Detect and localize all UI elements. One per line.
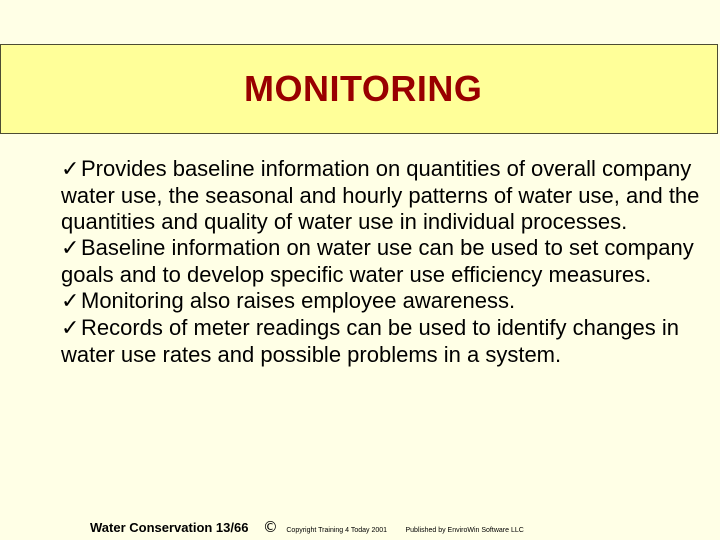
footer-course-page: Water Conservation 13/66 — [90, 520, 249, 535]
slide-title: MONITORING — [244, 68, 483, 109]
bullet-text: Records of meter readings can be used to identify changes in water use rates and possible problems in a system. — [61, 315, 680, 367]
checkmark-icon: ✓ — [61, 236, 80, 261]
bullet-item — [61, 235, 701, 288]
copyright-icon: © — [262, 518, 278, 536]
bullet-text: Provides baseline information on quantities of overall company water use, the seasonal and hourly patterns of water use, and the quantities and quality of water use in individual processes. — [61, 156, 700, 234]
footer-copyright: Copyright Training 4 Today 2001 — [286, 527, 388, 534]
bullet-item — [61, 315, 701, 368]
bullet-item — [61, 156, 701, 235]
slide-footer — [90, 518, 524, 536]
footer-publisher: Published by EnviroWin Software LLC — [405, 527, 524, 534]
checkmark-icon: ✓ — [61, 316, 80, 341]
title-banner — [0, 44, 718, 134]
bullet-list — [61, 156, 701, 368]
bullet-item — [61, 288, 701, 315]
checkmark-icon: ✓ — [61, 289, 80, 314]
bullet-text: Baseline information on water use can be used to set company goals and to develop specific water use efficiency measures. — [61, 235, 694, 287]
bullet-text: Monitoring also raises employee awareness. — [81, 288, 516, 313]
checkmark-icon: ✓ — [61, 157, 80, 182]
